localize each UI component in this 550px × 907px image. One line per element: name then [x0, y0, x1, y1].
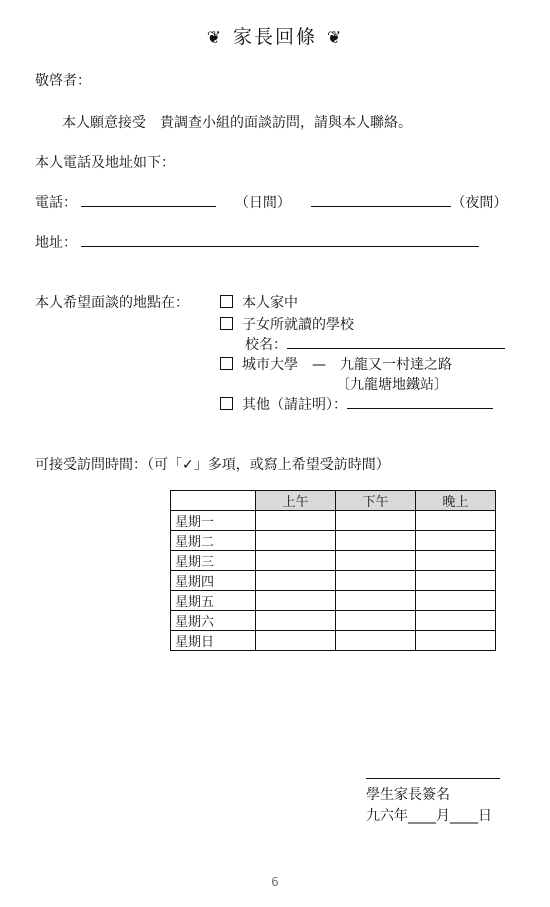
venue-option-home[interactable]	[220, 292, 298, 312]
phone-day-field[interactable]	[81, 192, 216, 207]
venue-option-university[interactable]	[220, 354, 452, 374]
option-label: 城市大學 — 九龍又一村達之路	[242, 357, 452, 373]
table-row	[171, 531, 496, 551]
time-slot-cell[interactable]	[416, 551, 496, 571]
contact-intro: 本人電話及地址如下：	[35, 155, 175, 171]
table-row	[171, 571, 496, 591]
venue-option-other[interactable]	[220, 394, 493, 414]
option-label: 子女所就讀的學校	[242, 317, 354, 333]
page-number: 6	[271, 875, 279, 889]
address-label: 地址：	[35, 235, 77, 251]
venue-option-school[interactable]	[220, 314, 354, 334]
time-slot-cell[interactable]	[256, 611, 336, 631]
phone-label: 電話：	[35, 195, 77, 211]
time-slot-cell[interactable]	[416, 511, 496, 531]
time-slot-cell[interactable]	[416, 531, 496, 551]
checkbox-university[interactable]	[220, 357, 233, 370]
time-slot-cell[interactable]	[336, 631, 416, 651]
time-slot-cell[interactable]	[336, 511, 416, 531]
day-label: 星期一	[171, 511, 256, 531]
signature-label: 學生家長簽名	[366, 787, 450, 803]
time-slot-cell[interactable]	[416, 611, 496, 631]
school-name-field[interactable]	[287, 334, 505, 349]
time-slot-cell[interactable]	[256, 571, 336, 591]
checkbox-home[interactable]	[220, 295, 233, 308]
time-slot-cell[interactable]	[336, 591, 416, 611]
form-title	[0, 22, 550, 49]
time-slot-cell[interactable]	[256, 551, 336, 571]
address-field[interactable]	[81, 232, 479, 247]
ornament-right-icon: ❦	[327, 27, 344, 48]
consent-statement: 本人願意接受 貴調查小組的面談訪問，請與本人聯絡。	[62, 115, 412, 131]
day-label: 星期四	[171, 571, 256, 591]
time-slot-cell[interactable]	[256, 631, 336, 651]
date-line: 九六年____月____日	[366, 808, 492, 824]
school-name-row	[245, 334, 505, 354]
time-slot-cell[interactable]	[336, 611, 416, 631]
time-slot-cell[interactable]	[336, 551, 416, 571]
time-slot-cell[interactable]	[416, 631, 496, 651]
day-label: 星期日	[171, 631, 256, 651]
table-row	[171, 551, 496, 571]
time-slot-cell[interactable]	[416, 571, 496, 591]
ornament-left-icon: ❦	[206, 27, 223, 48]
time-slot-cell[interactable]	[256, 591, 336, 611]
address-row	[35, 232, 479, 252]
time-slot-cell[interactable]	[256, 511, 336, 531]
option-label: 本人家中	[242, 295, 298, 311]
checkbox-school[interactable]	[220, 317, 233, 330]
checkbox-other[interactable]	[220, 397, 233, 410]
phone-night-label: （夜間）	[451, 195, 508, 211]
phone-night-field[interactable]	[311, 192, 451, 207]
column-header: 上午	[256, 491, 336, 511]
university-note: 〔九龍塘地鐵站〕	[336, 377, 448, 393]
day-label: 星期五	[171, 591, 256, 611]
time-slot-cell[interactable]	[336, 571, 416, 591]
schedule-table	[170, 490, 496, 651]
option-label: 其他（請註明）：	[242, 397, 347, 413]
table-row	[171, 631, 496, 651]
column-header: 下午	[336, 491, 416, 511]
table-row	[171, 511, 496, 531]
time-slot-cell[interactable]	[336, 531, 416, 551]
day-label: 星期三	[171, 551, 256, 571]
header-corner	[171, 491, 256, 511]
column-header: 晚上	[416, 491, 496, 511]
day-label: 星期六	[171, 611, 256, 631]
signature-line[interactable]	[366, 768, 500, 779]
phone-day-label: （日間）	[234, 195, 291, 211]
schedule-instruction: 可接受訪問時間：（可「✓」多項，或寫上希望受訪時間）	[35, 457, 390, 473]
other-field[interactable]	[347, 394, 493, 409]
title-text: 家長回條	[232, 26, 317, 48]
school-name-label: 校名：	[245, 337, 287, 353]
schedule-header-row	[171, 491, 496, 511]
venue-label: 本人希望面談的地點在：	[35, 295, 189, 311]
phone-row	[35, 192, 507, 212]
table-row	[171, 611, 496, 631]
day-label: 星期二	[171, 531, 256, 551]
salutation: 敬啓者：	[35, 73, 91, 89]
time-slot-cell[interactable]	[256, 531, 336, 551]
time-slot-cell[interactable]	[416, 591, 496, 611]
table-row	[171, 591, 496, 611]
